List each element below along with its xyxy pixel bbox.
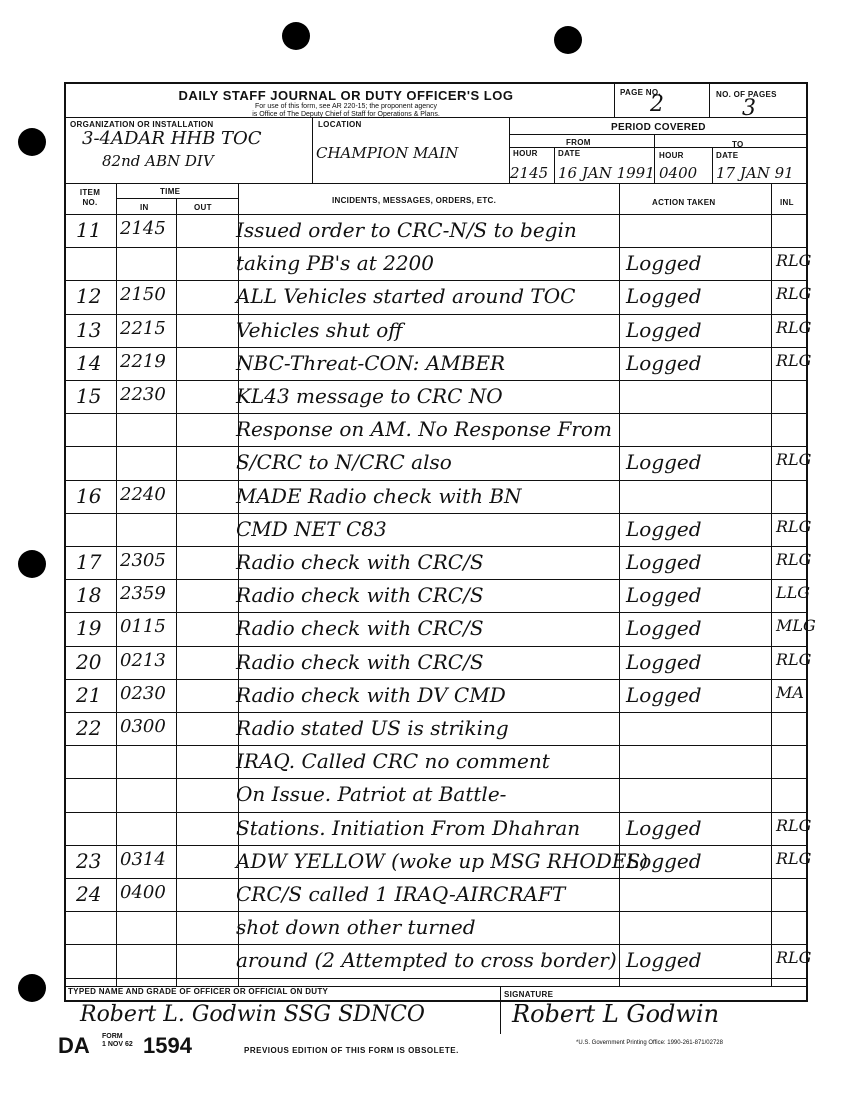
form-word xyxy=(102,1033,133,1049)
incidents-label: INCIDENTS, MESSAGES, ORDERS, ETC. xyxy=(332,196,497,205)
form-da-label: DA xyxy=(58,1033,90,1058)
item-number: 18 xyxy=(76,583,102,608)
time-in: 0115 xyxy=(120,616,166,638)
time-in: 2359 xyxy=(120,583,166,605)
item-number: 22 xyxy=(76,716,102,740)
org-label: ORGANIZATION OR INSTALLATION xyxy=(70,120,214,129)
initials: RLG xyxy=(776,317,812,337)
action-taken: Logged xyxy=(626,317,702,342)
time-label: TIME xyxy=(160,187,181,196)
org-line-2: 82nd ABN DIV xyxy=(102,152,214,170)
incident-text: ALL Vehicles started around TOC xyxy=(236,284,576,309)
action-taken: Logged xyxy=(626,649,702,674)
action-taken: Logged xyxy=(626,583,702,608)
incident-text: Issued order to CRC-N/S to begin xyxy=(236,218,577,242)
action-taken: Logged xyxy=(626,948,702,973)
table-row xyxy=(66,480,806,514)
table-row xyxy=(66,380,806,414)
form-title: DAILY STAFF JOURNAL OR DUTY OFFICER'S LOG xyxy=(178,88,514,103)
signature: Robert L Godwin xyxy=(512,1000,720,1028)
table-row xyxy=(66,280,812,314)
page-no-label: PAGE NO. xyxy=(620,88,661,97)
time-in: 0213 xyxy=(120,649,166,671)
location-label: LOCATION xyxy=(318,120,362,129)
initials: RLG xyxy=(776,649,812,669)
incident-text: ADW YELLOW (woke up MSG RHODES) xyxy=(236,848,648,873)
action-taken: Logged xyxy=(626,251,702,276)
no-of-pages-value: 3 xyxy=(742,96,756,121)
form-title-block xyxy=(176,88,516,119)
signature-label: SIGNATURE xyxy=(504,990,554,999)
table-row xyxy=(66,546,812,580)
punch-hole-left-2 xyxy=(18,550,46,578)
form-date: 1 NOV 62 xyxy=(102,1041,133,1048)
time-in: 2230 xyxy=(120,384,166,405)
table-row xyxy=(66,314,812,348)
table-row xyxy=(66,812,812,846)
item-number: 21 xyxy=(76,682,102,707)
form-subtitle-2: is Office of The Deputy Chief of Staff for Operations & Plans. xyxy=(252,111,440,118)
no-of-pages-label: NO. OF PAGES xyxy=(716,90,777,99)
table-row xyxy=(66,612,816,646)
item-number: 16 xyxy=(76,483,102,508)
punch-hole-left-1 xyxy=(18,128,46,156)
incident-text: Response on AM. No Response From xyxy=(236,417,612,442)
incident-text: Vehicles shut off xyxy=(236,317,403,342)
from-date-label: DATE xyxy=(558,149,581,158)
incident-text: Radio check with DV CMD xyxy=(236,682,506,707)
action-taken: Logged xyxy=(626,550,702,574)
initials: RLG xyxy=(776,516,812,536)
table-row xyxy=(66,513,812,547)
initials: RLG xyxy=(776,815,812,835)
incident-text: Radio check with CRC/S xyxy=(236,649,484,674)
incident-text: NBC-Threat-CON: AMBER xyxy=(236,350,506,375)
incident-text: shot down other turned xyxy=(236,915,476,940)
time-out-label: OUT xyxy=(194,203,212,212)
incident-text: Stations. Initiation From Dhahran xyxy=(236,815,581,840)
incident-text: On Issue. Patriot at Battle- xyxy=(236,782,507,807)
incident-text: around (2 Attempted to cross border) xyxy=(236,948,617,973)
initials: MLG xyxy=(776,616,816,636)
table-row xyxy=(66,745,806,779)
table-row xyxy=(66,446,812,480)
initials: RLG xyxy=(776,284,812,304)
incident-text: Radio check with CRC/S xyxy=(236,583,484,608)
table-row xyxy=(66,646,812,680)
punch-hole-top-left xyxy=(282,22,310,50)
action-taken: Logged xyxy=(626,848,702,873)
from-hour-value: 2145 xyxy=(510,164,549,182)
action-taken: Logged xyxy=(626,616,702,641)
typed-name-label: TYPED NAME AND GRADE OF OFFICER OR OFFICIAL ON DUTY xyxy=(68,987,329,996)
initials: RLG xyxy=(776,848,812,868)
table-row xyxy=(66,845,812,879)
to-label: TO xyxy=(732,140,744,149)
form-word-text: FORM xyxy=(102,1033,123,1040)
from-label: FROM xyxy=(566,138,591,147)
initials: RLG xyxy=(776,550,812,569)
to-hour-label: HOUR xyxy=(659,151,684,160)
inl-label: INL xyxy=(780,198,794,207)
form-subtitle-1: For use of this form, see AR 220-15; the proponent agency xyxy=(254,103,438,110)
action-taken: Logged xyxy=(626,350,702,375)
item-number: 19 xyxy=(76,616,102,641)
incident-text: CMD NET C83 xyxy=(236,516,387,541)
table-row xyxy=(66,413,806,447)
action-taken-label: ACTION TAKEN xyxy=(652,198,716,207)
to-hour-value: 0400 xyxy=(659,164,698,182)
time-in: 2150 xyxy=(120,284,166,306)
table-row xyxy=(66,214,806,248)
incident-text: Radio check with CRC/S xyxy=(236,550,484,574)
punch-hole-left-3 xyxy=(18,974,46,1002)
time-in: 0400 xyxy=(120,882,166,903)
incident-text: CRC/S called 1 IRAQ-AIRCRAFT xyxy=(236,882,566,906)
item-number: 23 xyxy=(76,848,102,873)
table-row xyxy=(66,679,806,713)
action-taken: Logged xyxy=(626,815,702,840)
period-covered-label: PERIOD COVERED xyxy=(611,122,706,133)
action-taken: Logged xyxy=(626,284,702,309)
initials: RLG xyxy=(776,450,812,470)
time-in: 0314 xyxy=(120,848,166,870)
table-row xyxy=(66,878,806,912)
previous-edition-note: PREVIOUS EDITION OF THIS FORM IS OBSOLETE. xyxy=(244,1046,459,1055)
incident-text: taking PB's at 2200 xyxy=(236,251,435,276)
typed-name-value: Robert L. Godwin SSG SDNCO xyxy=(80,1002,425,1027)
incident-text: Radio check with CRC/S xyxy=(236,616,484,641)
initials: RLG xyxy=(776,350,812,370)
initials: MA xyxy=(776,682,804,702)
to-date-value: 17 JAN 91 xyxy=(716,164,794,182)
gpo-imprint: *U.S. Government Printing Office: 1990-261-871/02728 xyxy=(576,1040,723,1046)
item-number: 17 xyxy=(76,550,102,574)
time-in: 2145 xyxy=(120,218,166,239)
item-number: 13 xyxy=(76,317,102,342)
location-value: CHAMPION MAIN xyxy=(316,144,459,162)
action-taken: Logged xyxy=(626,682,702,707)
to-date-label: DATE xyxy=(716,151,739,160)
initials: RLG xyxy=(776,948,812,968)
item-number: 12 xyxy=(76,284,102,309)
item-number: 20 xyxy=(76,649,102,674)
incident-text: MADE Radio check with BN xyxy=(236,483,522,508)
action-taken: Logged xyxy=(626,450,702,475)
item-number: 14 xyxy=(76,350,102,375)
page-no-value: 2 xyxy=(650,92,664,117)
table-row xyxy=(66,247,812,281)
table-row xyxy=(66,944,812,978)
incident-text: KL43 message to CRC NO xyxy=(236,384,503,408)
time-in: 0300 xyxy=(120,716,166,737)
item-number: 24 xyxy=(76,882,102,906)
time-in: 2240 xyxy=(120,483,166,505)
duty-log-form xyxy=(64,82,816,1002)
item-no-label: ITEM NO. xyxy=(79,188,101,207)
table-row xyxy=(66,347,812,381)
incident-text: S/CRC to N/CRC also xyxy=(236,450,452,475)
time-in-label: IN xyxy=(140,203,149,212)
time-in: 2219 xyxy=(120,350,166,372)
time-in: 2215 xyxy=(120,317,166,339)
item-number: 15 xyxy=(76,384,102,408)
time-in: 2305 xyxy=(120,550,166,571)
from-hour-label: HOUR xyxy=(513,149,538,158)
incident-text: Radio stated US is striking xyxy=(236,716,509,740)
table-row xyxy=(66,712,806,746)
punch-hole-top-right xyxy=(554,26,582,54)
form-number: 1594 xyxy=(143,1033,192,1058)
org-line-1: 3-4ADAR HHB TOC xyxy=(82,128,262,149)
table-row xyxy=(66,778,806,812)
action-taken: Logged xyxy=(626,516,702,541)
table-row xyxy=(66,911,806,945)
incident-text: IRAQ. Called CRC no comment xyxy=(236,749,550,774)
initials: RLG xyxy=(776,251,812,271)
initials: LLG xyxy=(776,583,811,603)
from-date-value: 16 JAN 1991 xyxy=(558,164,655,182)
table-row xyxy=(66,579,811,613)
item-number: 11 xyxy=(76,218,102,242)
time-in: 0230 xyxy=(120,682,166,704)
